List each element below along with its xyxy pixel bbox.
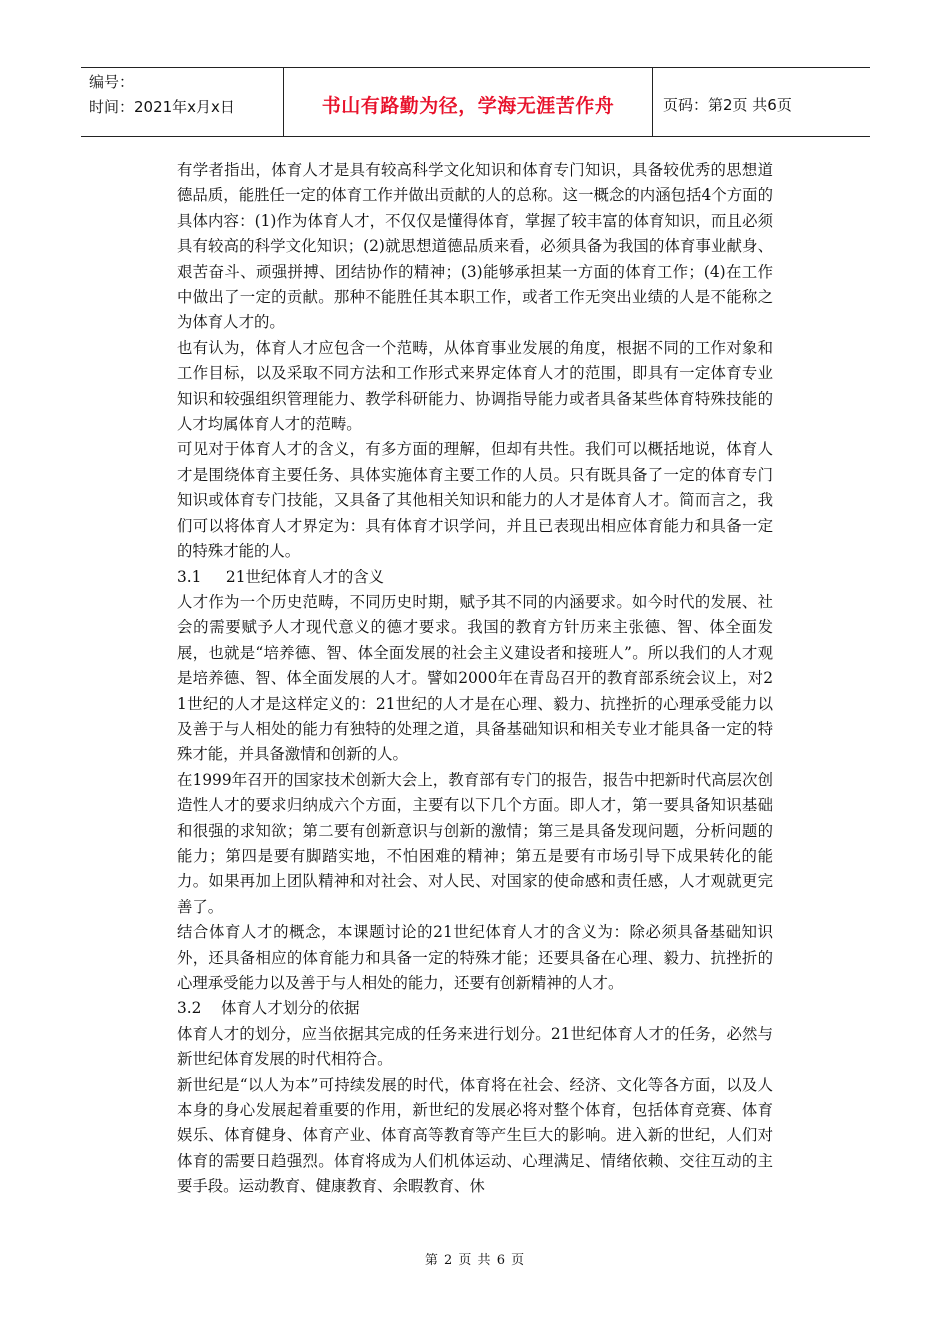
paragraph-innovation-conference: 在1999年召开的国家技术创新大会上，教育部有专门的报告，报告中把新时代高层次创造性人才的要求归纳成六个方面，主要有以下几个方面。即人才，第一要具备知识基础和很强的求知欲；第二要有创新意识与创新的激情；第三是具备发现问题，分析问题的能力；第四是要有脚踏实地，不怕困难的精神；第五是要有市场引导下成果转化的能力。如果再加上团队精神和对社会、对人民、对国家的使命感和责任感，人才观就更完善了。	[177, 770, 773, 916]
header-page-info: 页码：第2页 共6页	[663, 95, 792, 114]
section-heading-3-2: 3.2 体育人才划分的依据	[177, 999, 360, 1018]
paragraph-classification-basis: 体育人才的划分，应当依据其完成的任务来进行划分。21世纪体育人才的任务，必然与新世纪体育发展的时代相符合。	[177, 1024, 773, 1069]
header-page-cell	[653, 68, 870, 136]
header-motto: 书山有路勤为径，学海无涯苦作舟	[321, 94, 615, 117]
document-number-label: 编号：	[89, 73, 135, 91]
document-date-label: 时间：2021年x月x日	[89, 98, 235, 116]
paragraph-talent-summary: 可见对于体育人才的含义，有多方面的理解，但却有共性。我们可以概括地说，体育人才是围绕体育主要任务、具体实施体育主要工作的人员。只有既具备了一定的体育专门知识或体育专门技能，又具备了其他相关知识和能力的人才是体育人才。简而言之，我们可以将体育人才界定为：具有体育才识学问，并且已表现出相应体育能力和具备一定的特殊才能的人。	[177, 440, 773, 561]
paragraph-talent-definition: 有学者指出，体育人才是具有较高科学文化知识和体育专门知识，具备较优秀的思想道德品质，能胜任一定的体育工作并做出贡献的人的总称。这一概念的内涵包括4个方面的具体内容：(1)作为体育人才，不仅仅是懂得体育，掌握了较丰富的体育知识，而且必须具有较高的科学文化知识；(2)就思想道德品质来看，必须具备为我国的体育事业献身、艰苦奋斗、顽强拼搏、团结协作的精神；(3)能够承担某一方面的体育工作；(4)在工作中做出了一定的贡献。那种不能胜任其本职工作，或者工作无突出业绩的人是不能称之为体育人才的。	[177, 161, 773, 332]
section-heading-3-1: 3.1 21世纪体育人才的含义	[177, 567, 385, 586]
paragraph-talent-scope: 也有认为，体育人才应包含一个范畴，从体育事业发展的角度，根据不同的工作对象和工作目标，以及采取不同方法和工作形式来界定体育人才的范围，即具有一定体育专业知识和较强组织管理能力、教学科研能力、协调指导能力或者具备某些体育特殊技能的人才均属体育人才的范畴。	[177, 338, 773, 434]
header-motto-cell	[283, 68, 653, 136]
header-meta	[81, 68, 283, 136]
paragraph-new-century: 新世纪是“以人为本”可持续发展的时代，体育将在社会、经济、文化等各方面，以及人本身的身心发展起着重要的作用，新世纪的发展必将对整个体育，包括体育竞赛、体育娱乐、体育健身、体育产业、体育高等教育等产生巨大的影响。进入新的世纪，人们对体育的需要日趋强烈。体育将成为人们机体运动、心理满足、情绪依赖、交往互动的主要手段。运动教育、健康教育、余暇教育、休	[177, 1075, 773, 1196]
page-header	[81, 67, 870, 137]
paragraph-21st-century-talent: 人才作为一个历史范畴，不同历史时期，赋予其不同的内涵要求。如今时代的发展、社会的需要赋予人才现代意义的德才要求。我国的教育方针历来主张德、智、体全面发展，也就是“培养德、智、体全面发展的社会主义建设者和接班人”。所以我们的人才观是培养德、智、体全面发展的人才。譬如2000年在青岛召开的教育部系统会议上，对21世纪的人才是这样定义的：21世纪的人才是在心理、毅力、抗挫折的心理承受能力以及善于与人相处的能力有独特的处理之道，具备基础知识和相关专业才能具备一定的特殊才能，并具备激情和创新的人。	[177, 592, 773, 764]
page-footer	[0, 1249, 950, 1268]
document-body	[177, 158, 773, 1200]
paragraph-sports-talent-meaning: 结合体育人才的概念，本课题讨论的21世纪体育人才的含义为：除必须具备基础知识外，还具备相应的体育能力和具备一定的特殊才能；还要具备在心理、毅力、抗挫折的心理承受能力以及善于与人相处的能力，还要有创新精神的人才。	[177, 923, 773, 992]
footer-page-number: 第 2 页 共 6 页	[424, 1253, 526, 1268]
